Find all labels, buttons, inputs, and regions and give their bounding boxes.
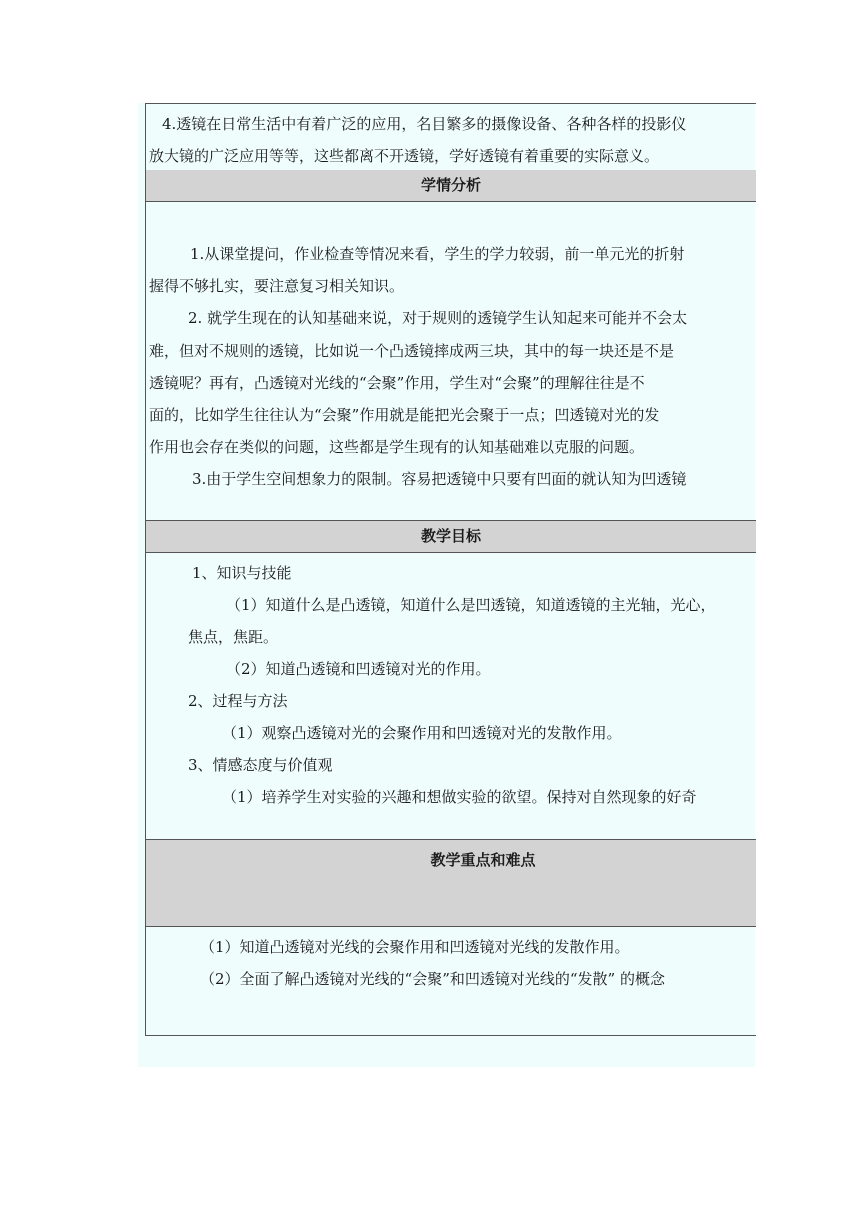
key-point-line: （2）全面了解凸透镜对光线的“会聚”和凹透镜对光线的“发散” 的概念: [200, 970, 665, 988]
analysis-line: 面的，比如学生往往认为“会聚”作用就是能把光会聚于一点；凹透镜对光的发: [149, 406, 660, 424]
objective-line: 1、知识与技能: [192, 564, 292, 582]
analysis-line: 难，但对不规则的透镜，比如说一个凸透镜摔成两三块，其中的每一块还是不是: [149, 342, 675, 360]
objectives-header: 教学目标: [146, 521, 756, 553]
analysis-line: 3.由于学生空间想象力的限制。容易把透镜中只要有凹面的就认知为凹透镜: [192, 470, 687, 488]
analysis-line: 2. 就学生现在的认知基础来说，对于规则的透镜学生认知起来可能并不会太: [188, 309, 688, 327]
objective-line: 焦点，焦距。: [188, 628, 279, 646]
analysis-line: 透镜呢？再有，凸透镜对光线的“会聚”作用，学生对“会聚”的理解往往是不: [149, 374, 645, 392]
objective-line: 3、情感态度与价值观: [188, 756, 333, 774]
intro-line: 放大镜的广泛应用等等，这些都离不开透镜，学好透镜有着重要的实际意义。: [149, 147, 660, 165]
analysis-section: [146, 202, 756, 521]
objective-line: （1）观察凸透镜对光的会聚作用和凹透镜对光的发散作用。: [222, 724, 622, 742]
objective-line: （2）知道凸透镜和凹透镜对光的作用。: [226, 660, 491, 678]
objective-line: 2、过程与方法: [188, 692, 288, 710]
key-points-title: 教学重点和难点: [430, 851, 536, 869]
key-points-header: [146, 840, 756, 927]
key-point-line: （1）知道凸透镜对光线的会聚作用和凹透镜对光线的发散作用。: [200, 938, 630, 956]
analysis-line: 握得不够扎实，要注意复习相关知识。: [149, 277, 405, 295]
intro-section: [146, 104, 756, 171]
analysis-header: 学情分析: [146, 170, 756, 202]
objective-line: （1）知道什么是凸透镜，知道什么是凹透镜，知道透镜的主光轴，光心，: [226, 596, 716, 614]
objective-line: （1）培养学生对实验的兴趣和想做实验的欲望。保持对自然现象的好奇: [222, 788, 697, 806]
intro-line: 4.透镜在日常生活中有着广泛的应用，名目繁多的摄像设备、各种各样的投影仪: [162, 115, 687, 133]
key-points-section: [146, 927, 756, 1034]
analysis-line: 作用也会存在类似的问题，这些都是学生现有的认知基础难以克服的问题。: [149, 438, 645, 456]
objectives-section: [146, 553, 756, 840]
analysis-line: 1.从课堂提问，作业检查等情况来看，学生的学力较弱，前一单元光的折射: [190, 245, 685, 263]
lesson-plan-table: [145, 103, 756, 1036]
